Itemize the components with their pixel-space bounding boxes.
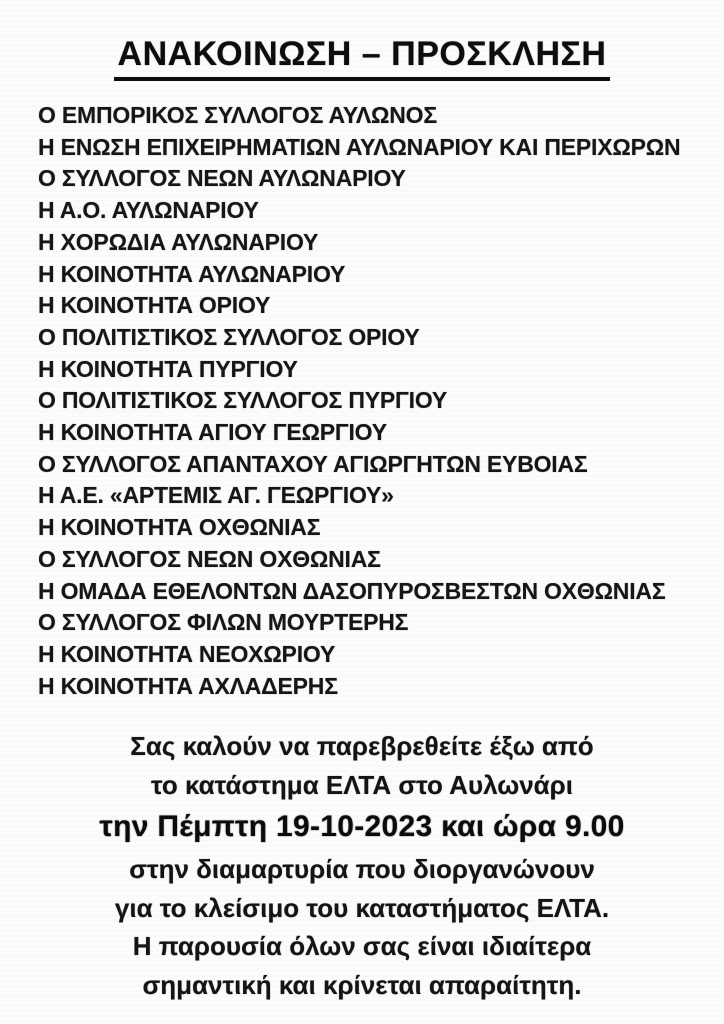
organization-line: Ο ΣΥΛΛΟΓΟΣ ΝΕΩΝ ΑΥΛΩΝΑΡΙΟΥ: [38, 165, 406, 192]
organization-line: Η ΚΟΙΝΟΤΗΤΑ ΑΥΛΩΝΑΡΙΟΥ: [38, 260, 346, 287]
organization-line: Ο ΠΟΛΙΤΙΣΤΙΚΟΣ ΣΥΛΛΟΓΟΣ ΠΥΡΓΙΟΥ: [38, 387, 448, 414]
document-title: ΑΝΑΚΟΙΝΩΣΗ – ΠΡΟΣΚΛΗΣΗ: [114, 34, 611, 81]
organization-line: Ο ΣΥΛΛΟΓΟΣ ΦΙΛΩΝ ΜΟΥΡΤΕΡΗΣ: [38, 609, 409, 636]
invitation-line-1: Σας καλούν να παρεβρεθείτε έξω από: [130, 731, 594, 762]
organization-line: Η ΟΜΑΔΑ ΕΘΕΛΟΝΤΩΝ ΔΑΣΟΠΥΡΟΣΒΕΣΤΩΝ ΟΧΘΩΝΙΑΣ: [38, 577, 666, 604]
organization-line: Η ΚΟΙΝΟΤΗΤΑ ΟΡΙΟΥ: [38, 292, 271, 319]
organization-line: Η ΚΟΙΝΟΤΗΤΑ ΝΕΟΧΩΡΙΟΥ: [38, 640, 336, 667]
organization-line: Η ΚΟΙΝΟΤΗΤΑ ΟΧΘΩΝΙΑΣ: [38, 514, 321, 541]
organization-line: Η ΚΟΙΝΟΤΗΤΑ ΑΓΙΟΥ ΓΕΩΡΓΙΟΥ: [38, 419, 387, 446]
event-date-line: την Πέμπτη 19-10-2023 και ώρα 9.00: [99, 810, 625, 844]
invitation-line-3: στην διαμαρτυρία που διοργανώνουν: [129, 854, 595, 885]
invitation-line-2: το κατάστημα ΕΛΤΑ στο Αυλωνάρι: [151, 769, 573, 800]
organization-line: Ο ΕΜΠΟΡΙΚΟΣ ΣΥΛΛΟΓΟΣ ΑΥΛΩΝΟΣ: [38, 102, 437, 128]
organization-line: Η ΚΟΙΝΟΤΗΤΑ ΠΥΡΓΙΟΥ: [38, 355, 298, 382]
invitation-line-6: σημαντική και κρίνεται απαραίτητη.: [142, 969, 582, 1000]
organization-line: Η ΚΟΙΝΟΤΗΤΑ ΑΧΛΑΔΕΡΗΣ: [38, 672, 338, 699]
organization-line: Η Α.Ε. «ΑΡΤΕΜΙΣ ΑΓ. ΓΕΩΡΓΙΟΥ»: [38, 482, 394, 509]
organization-line: Η ΕΝΩΣΗ ΕΠΙΧΕΙΡΗΜΑΤΙΩΝ ΑΥΛΩΝΑΡΙΟΥ ΚΑΙ ΠΕΡΙΧΩΡΩΝ: [38, 133, 681, 160]
organization-line: Η Α.Ο. ΑΥΛΩΝΑΡΙΟΥ: [38, 197, 259, 224]
invitation-line-4: για το κλείσιμο του καταστήματος ΕΛΤΑ.: [114, 892, 610, 923]
invitation-line-5: Η παρουσία όλων σας είναι ιδιαίτερα: [132, 931, 592, 962]
organization-line: Ο ΣΥΛΛΟΓΟΣ ΑΠΑΝΤΑΧΟΥ ΑΓΙΩΡΓΗΤΩΝ ΕΥΒΟΙΑΣ: [38, 450, 588, 477]
organization-line: Ο ΠΟΛΙΤΙΣΤΙΚΟΣ ΣΥΛΛΟΓΟΣ ΟΡΙΟΥ: [38, 323, 420, 350]
invitation-text: [0, 727, 724, 1004]
organization-line: Η ΧΟΡΩΔΙΑ ΑΥΛΩΝΑΡΙΟΥ: [38, 228, 319, 255]
title-section: [0, 0, 724, 81]
organizations-list: [38, 100, 724, 702]
organization-line: Ο ΣΥΛΛΟΓΟΣ ΝΕΩΝ ΟΧΘΩΝΙΑΣ: [38, 545, 381, 572]
